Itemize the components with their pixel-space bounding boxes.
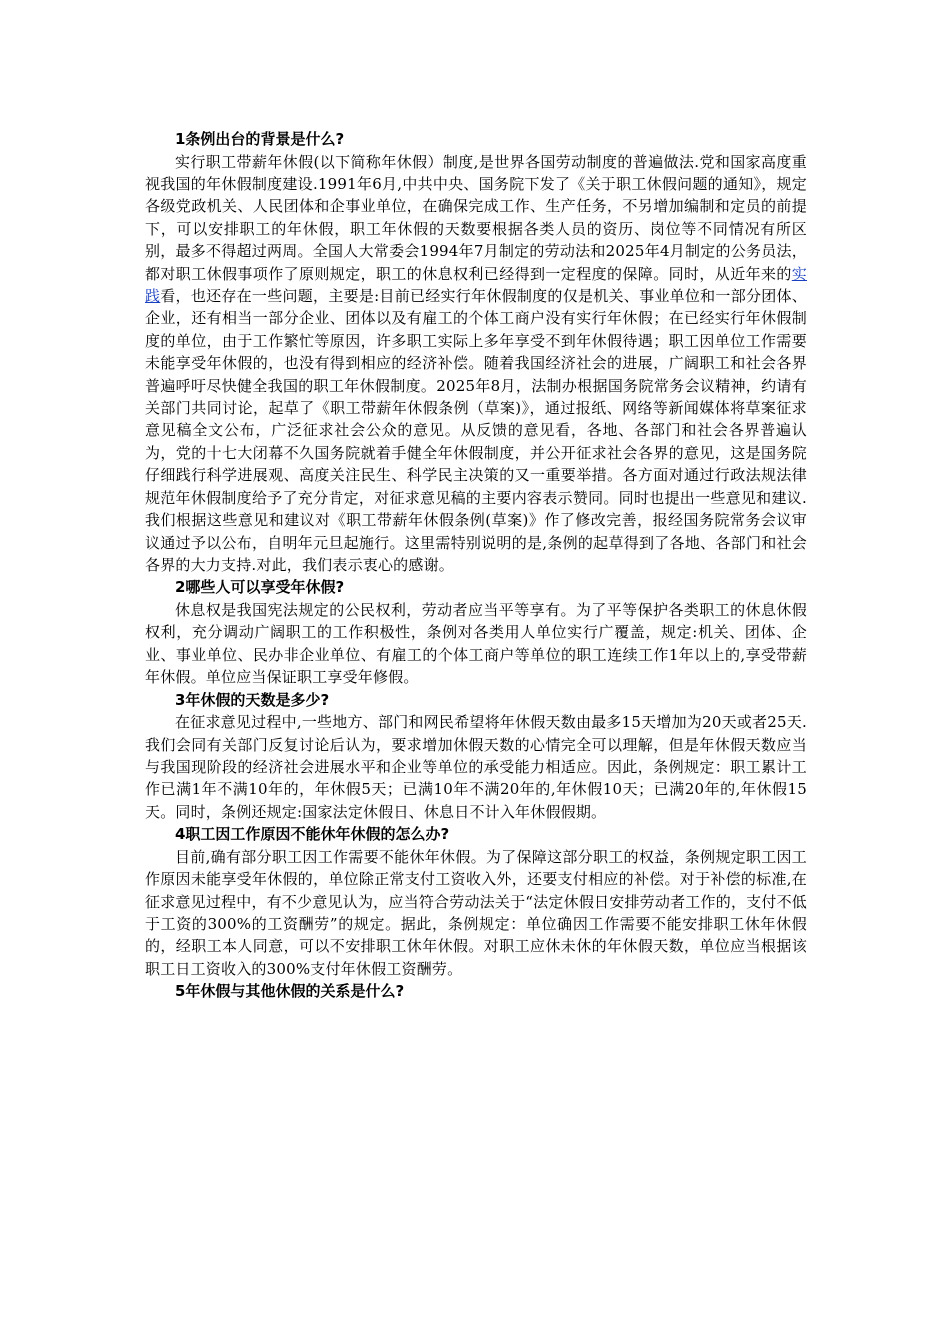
section-4-heading: 4职工因工作原因不能休年休假的怎么办? bbox=[175, 825, 450, 844]
section-3-heading: 3年休假的天数是多少? bbox=[175, 690, 330, 709]
section-1-text-b: 看，也还存在一些问题，主要是:目前已经实行年休假制度的仅是机关、事业单位和一部分团体、企业，还有相当一部分企业、团体以及有雇工的个体工商户没有实行年休假；在已经实行年休假制度的单位，由于工作繁忙等原因，许多职工实际上多年享受不到年休假待遇；职工因单位工作需要未能享受年休假的，也没有得到相应的经济补偿。随着我国经济社会的进展，广阔职工和社会各界普遍呼吁尽快健全我国的职工年休假制度。2025年8月，法制办根据国务院常务会议精神，约请有关部门共同讨论，起草了《职工带薪年休假条例（草案)》，通过报纸、网络等新闻媒体将草案征求意见稿全文公布，广泛征求社会公众的意见。从反馈的意见看，各地、各部门和社会各界普遍认为，党的十七大闭幕不久国务院就着手健全年休假制度，并公开征求社会各界的意见，这是国务院仔细践行科学进展观、高度关注民生、科学民主决策的又一重要举措。各方面对通过行政法规法律规范年休假制度给予了充分肯定，对征求意见稿的主要内容表示赞同。同时也提出一些意见和建议.我们根据这些意见和建议对《职工带薪年休假条例(草案)》作了修改完善，报经国务院常务会议审议通过予以公布，自明年元旦起施行。这里需特别说明的是,条例的起草得到了各地、各部门和社会各界的大力支持.对此，我们表示衷心的感谢。 bbox=[145, 287, 807, 574]
section-1-text-a: 实行职工带薪年休假(以下简称年休假）制度,是世界各国劳动制度的普遍做法.党和国家高度重视我国的年休假制度建设.1991年6月,中共中央、国务院下发了《关于职工休假问题的通知》，规定各级党政机关、人民团体和企事业单位，在确保完成工作、生产任务，不另增加编制和定员的前提下，可以安排职工的年休假，职工年休假的天数要根据各类人员的资历、岗位等不同情况有所区别，最多不得超过两周。全国人大常委会1994年7月制定的劳动法和2025年4月制定的公务员法，都对职工休假事项作了原则规定，职工的休息权利已经得到一定程度的保障。同时，从近年来的 bbox=[145, 152, 807, 283]
section-1-paragraph bbox=[145, 151, 807, 577]
section-4-paragraph: 目前,确有部分职工因工作需要不能休年休假。为了保障这部分职工的权益，条例规定职工因工作原因未能享受年休假的，单位除正常支付工资收入外，还要支付相应的补偿。对于补偿的标准,在征求意见过程中，有不少意见认为，应当符合劳动法关于“法定休假日安排劳动者工作的，支付不低于工资的300%的工资酬劳”的规定。据此，条例规定：单位确因工作需要不能安排职工休年休假的，经职工本人同意，可以不安排职工休年休假。对职工应休未休的年休假天数，单位应当根据该职工日工资收入的300%支付年休假工资酬劳。 bbox=[145, 847, 807, 978]
section-2-heading: 2哪些人可以享受年休假? bbox=[175, 578, 345, 597]
section-3-paragraph: 在征求意见过程中,一些地方、部门和网民希望将年休假天数由最多15天增加为20天或者25天.我们会同有关部门反复讨论后认为，要求增加休假天数的心情完全可以理解，但是年休假天数应当与我国现阶段的经济社会进展水平和企业等单位的承受能力相适应。因此，条例规定：职工累计工作已满1年不满10年的，年休假5天；已满10年不满20年的,年休假10天；已满20年的,年休假15天。同时，条例还规定:国家法定休假日、休息日不计入年休假假期。 bbox=[145, 713, 807, 821]
section-2-paragraph: 休息权是我国宪法规定的公民权利，劳动者应当平等享有。为了平等保护各类职工的休息休假权利，充分调动广阔职工的工作积极性，条例对各类用人单位实行广覆盖，规定:机关、团体、企业、事业单位、民办非企业单位、有雇工的个体工商户等单位的职工连续工作1年以上的,享受带薪年休假。单位应当保证职工享受年修假。 bbox=[145, 600, 807, 687]
document-body bbox=[145, 128, 807, 1003]
section-5-heading: 5年休假与其他休假的关系是什么? bbox=[175, 982, 405, 1001]
practice-link[interactable]: 实践 bbox=[145, 264, 807, 306]
section-1-heading: 1条例出台的背景是什么? bbox=[175, 130, 345, 148]
